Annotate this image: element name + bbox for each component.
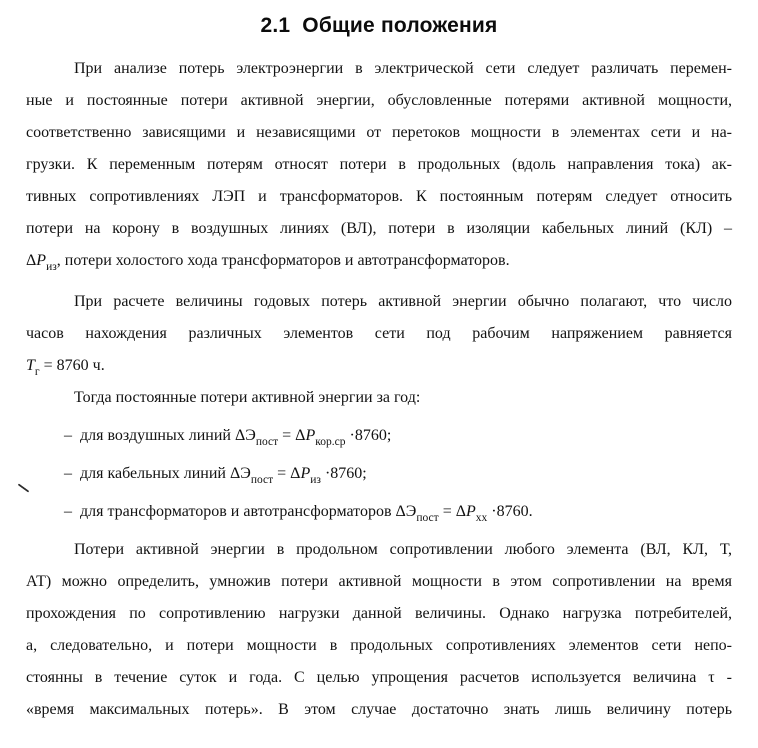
- document-body: [26, 53, 732, 726]
- text-run: = Δ: [278, 427, 306, 444]
- text-run: При анализе потерь электроэнергии в электрической сети следует различать перемен-: [74, 60, 732, 77]
- text-run: потери на корону в воздушных линиях (ВЛ), потери в изоляции кабельных линий (КЛ) –: [26, 220, 732, 237]
- text-line: [26, 53, 732, 85]
- text-line: [26, 630, 732, 662]
- section-number: 2.1: [260, 14, 291, 37]
- text-line: [26, 566, 732, 598]
- text-run: тивных сопротивлениях ЛЭП и трансформаторов. К постоянным потерям следует относить: [26, 188, 732, 205]
- text-run: , потери холостого хода трансформаторов и автотрансформаторов.: [56, 252, 510, 269]
- math-variable: P: [305, 427, 316, 444]
- text-line: [26, 534, 732, 566]
- text-run: часов нахождения различных элементов сети под рабочим напряжением равняется: [26, 325, 732, 342]
- text-line: [26, 662, 732, 694]
- text-run: прохождения по сопротивлению нагрузки данной величины. Однако нагрузка потребителей,: [26, 605, 732, 622]
- text-run: Δ: [26, 252, 37, 269]
- math-subscript: кор.ср: [315, 435, 346, 448]
- text-line: [26, 496, 732, 528]
- text-run: = 8760 ч.: [39, 357, 105, 374]
- text-run: При расчете величины годовых потерь активной энергии обычно полагают, что число: [74, 293, 732, 310]
- math-subscript: г: [34, 365, 40, 378]
- text-run: ·8760;: [345, 427, 392, 444]
- text-line: [26, 286, 732, 318]
- math-subscript: пост: [255, 435, 279, 448]
- text-run: АТ) можно определить, умножив потери активной мощности в этом сопротивлении на время: [26, 573, 732, 590]
- text-run: а, следовательно, и потери мощности в продольных сопротивлениях элементов сети непо-: [26, 637, 732, 654]
- text-run: Тогда постоянные потери активной энергии за год:: [74, 389, 421, 406]
- text-run: стоянны в течение суток и года. С целью упрощения расчетов используется величина τ -: [26, 669, 732, 686]
- text-line: [26, 694, 732, 726]
- text-line: [26, 181, 732, 213]
- text-line: [26, 85, 732, 117]
- math-subscript: пост: [416, 511, 439, 524]
- page-title: [26, 14, 732, 38]
- text-line: [26, 149, 732, 181]
- text-run: «время максимальных потерь». В этом случае достаточно знать лишь величину потерь: [26, 701, 732, 718]
- math-variable: P: [36, 252, 47, 269]
- text-run: Потери активной энергии в продольном сопротивлении любого элемента (ВЛ, КЛ, Т,: [74, 541, 732, 558]
- math-variable: P: [300, 465, 311, 482]
- text-run: грузки. К переменным потерям относят потери в продольных (вдоль направления тока) ак-: [26, 156, 732, 173]
- text-run: – для трансформаторов и автотрансформаторов ΔЭ: [64, 503, 417, 520]
- text-line: [26, 350, 732, 382]
- text-run: = Δ: [273, 465, 301, 482]
- math-variable: P: [466, 503, 476, 520]
- math-variable: T: [26, 357, 35, 374]
- text-line: [26, 117, 732, 149]
- text-run: ·8760;: [320, 465, 367, 482]
- text-run: = Δ: [438, 503, 466, 520]
- text-run: – для кабельных линий ΔЭ: [64, 465, 251, 482]
- text-run: ·8760.: [487, 503, 533, 520]
- text-line: [26, 382, 732, 414]
- text-line: [26, 598, 732, 630]
- text-line: [26, 420, 732, 452]
- section-title: Общие положения: [302, 14, 498, 37]
- math-subscript: хх: [475, 511, 488, 524]
- text-run: – для воздушных линий ΔЭ: [64, 427, 256, 444]
- math-subscript: из: [310, 473, 321, 486]
- text-run: ные и постоянные потери активной энергии, обусловленные потерями активной мощности,: [26, 92, 732, 109]
- text-line: [26, 213, 732, 245]
- math-subscript: пост: [250, 473, 274, 486]
- text-run: соответственно зависящими и независящими от перетоков мощности в элементах сети и на-: [26, 124, 732, 141]
- text-line: [26, 458, 732, 490]
- text-line: [26, 318, 732, 350]
- text-line: [26, 245, 732, 277]
- math-subscript: из: [46, 260, 57, 273]
